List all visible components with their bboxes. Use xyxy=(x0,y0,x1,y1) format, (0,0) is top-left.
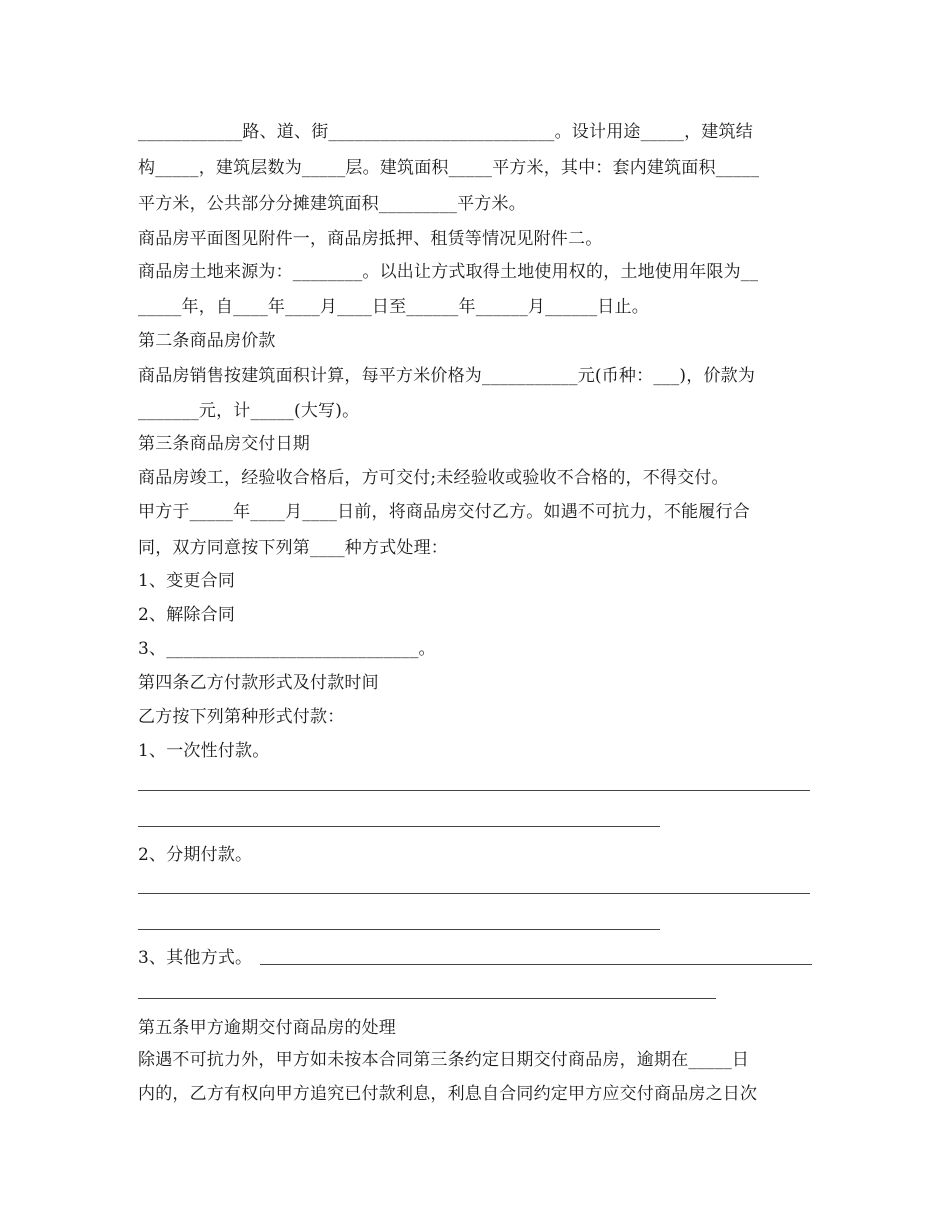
text-line-23: 除遇不可抗力外，甲方如未按本合同第三条约定日期交付商品房，逾期在_____日 xyxy=(138,1050,750,1070)
text-line-12: 甲方于_____年____月____日前，将商品房交付乙方。如遇不可抗力，不能履行合 xyxy=(138,502,750,522)
section-heading-article-5: 第五条甲方逾期交付商品房的处理 xyxy=(138,1018,396,1038)
section-heading-article-3: 第三条商品房交付日期 xyxy=(138,434,310,454)
section-heading-article-4: 第四条乙方付款形式及付款时间 xyxy=(138,673,379,693)
text-line-18: 乙方按下列第种形式付款： xyxy=(138,707,345,727)
blank-line xyxy=(138,826,660,827)
text-line-13: 同，双方同意按下列第____种方式处理： xyxy=(138,538,448,558)
text-line-24: 内的，乙方有权向甲方追究已付款利息，利息自合同约定甲方应交付商品房之日次 xyxy=(138,1084,758,1104)
text-line-9: _______元，计_____(大写)。 xyxy=(138,401,360,421)
list-item-change-contract: 1、变更合同 xyxy=(138,571,236,591)
text-line-6: _____年，自____年____月____日至______年______月______日止。 xyxy=(138,297,649,317)
blank-line xyxy=(138,893,810,894)
section-heading-article-2: 第二条商品房价款 xyxy=(138,331,276,351)
list-item-installment: 2、分期付款。 xyxy=(138,845,253,865)
text-line-1: ____________路、道、街__________________________。设计用途_____，建筑结 xyxy=(138,122,753,142)
list-item-lump-sum: 1、一次性付款。 xyxy=(138,741,270,761)
text-line-11: 商品房竣工，经验收合格后，方可交付;未经验收或验收不合格的，不得交付。 xyxy=(138,468,729,488)
text-line-5: 商品房土地来源为：________。以出让方式取得土地使用权的，土地使用年限为__ xyxy=(138,262,759,282)
blank-line xyxy=(138,790,810,791)
list-item-other-blank: 3、_____________________________。 xyxy=(138,639,436,659)
text-line-2: 构_____，建筑层数为_____层。建筑面积_____平方米，其中：套内建筑面积_____ xyxy=(138,158,760,178)
blank-line xyxy=(138,929,660,930)
list-item-terminate-contract: 2、解除合同 xyxy=(138,605,236,625)
text-line-4: 商品房平面图见附件一，商品房抵押、租赁等情况见附件二。 xyxy=(138,229,603,249)
blank-line xyxy=(260,964,812,965)
list-item-other-method: 3、其他方式。 xyxy=(138,948,253,968)
text-line-3: 平方米，公共部分分摊建筑面积_________平方米。 xyxy=(138,194,526,214)
text-line-8: 商品房销售按建筑面积计算，每平方米价格为___________元(币种：___)，价款为 xyxy=(138,366,756,386)
blank-line xyxy=(138,998,716,999)
